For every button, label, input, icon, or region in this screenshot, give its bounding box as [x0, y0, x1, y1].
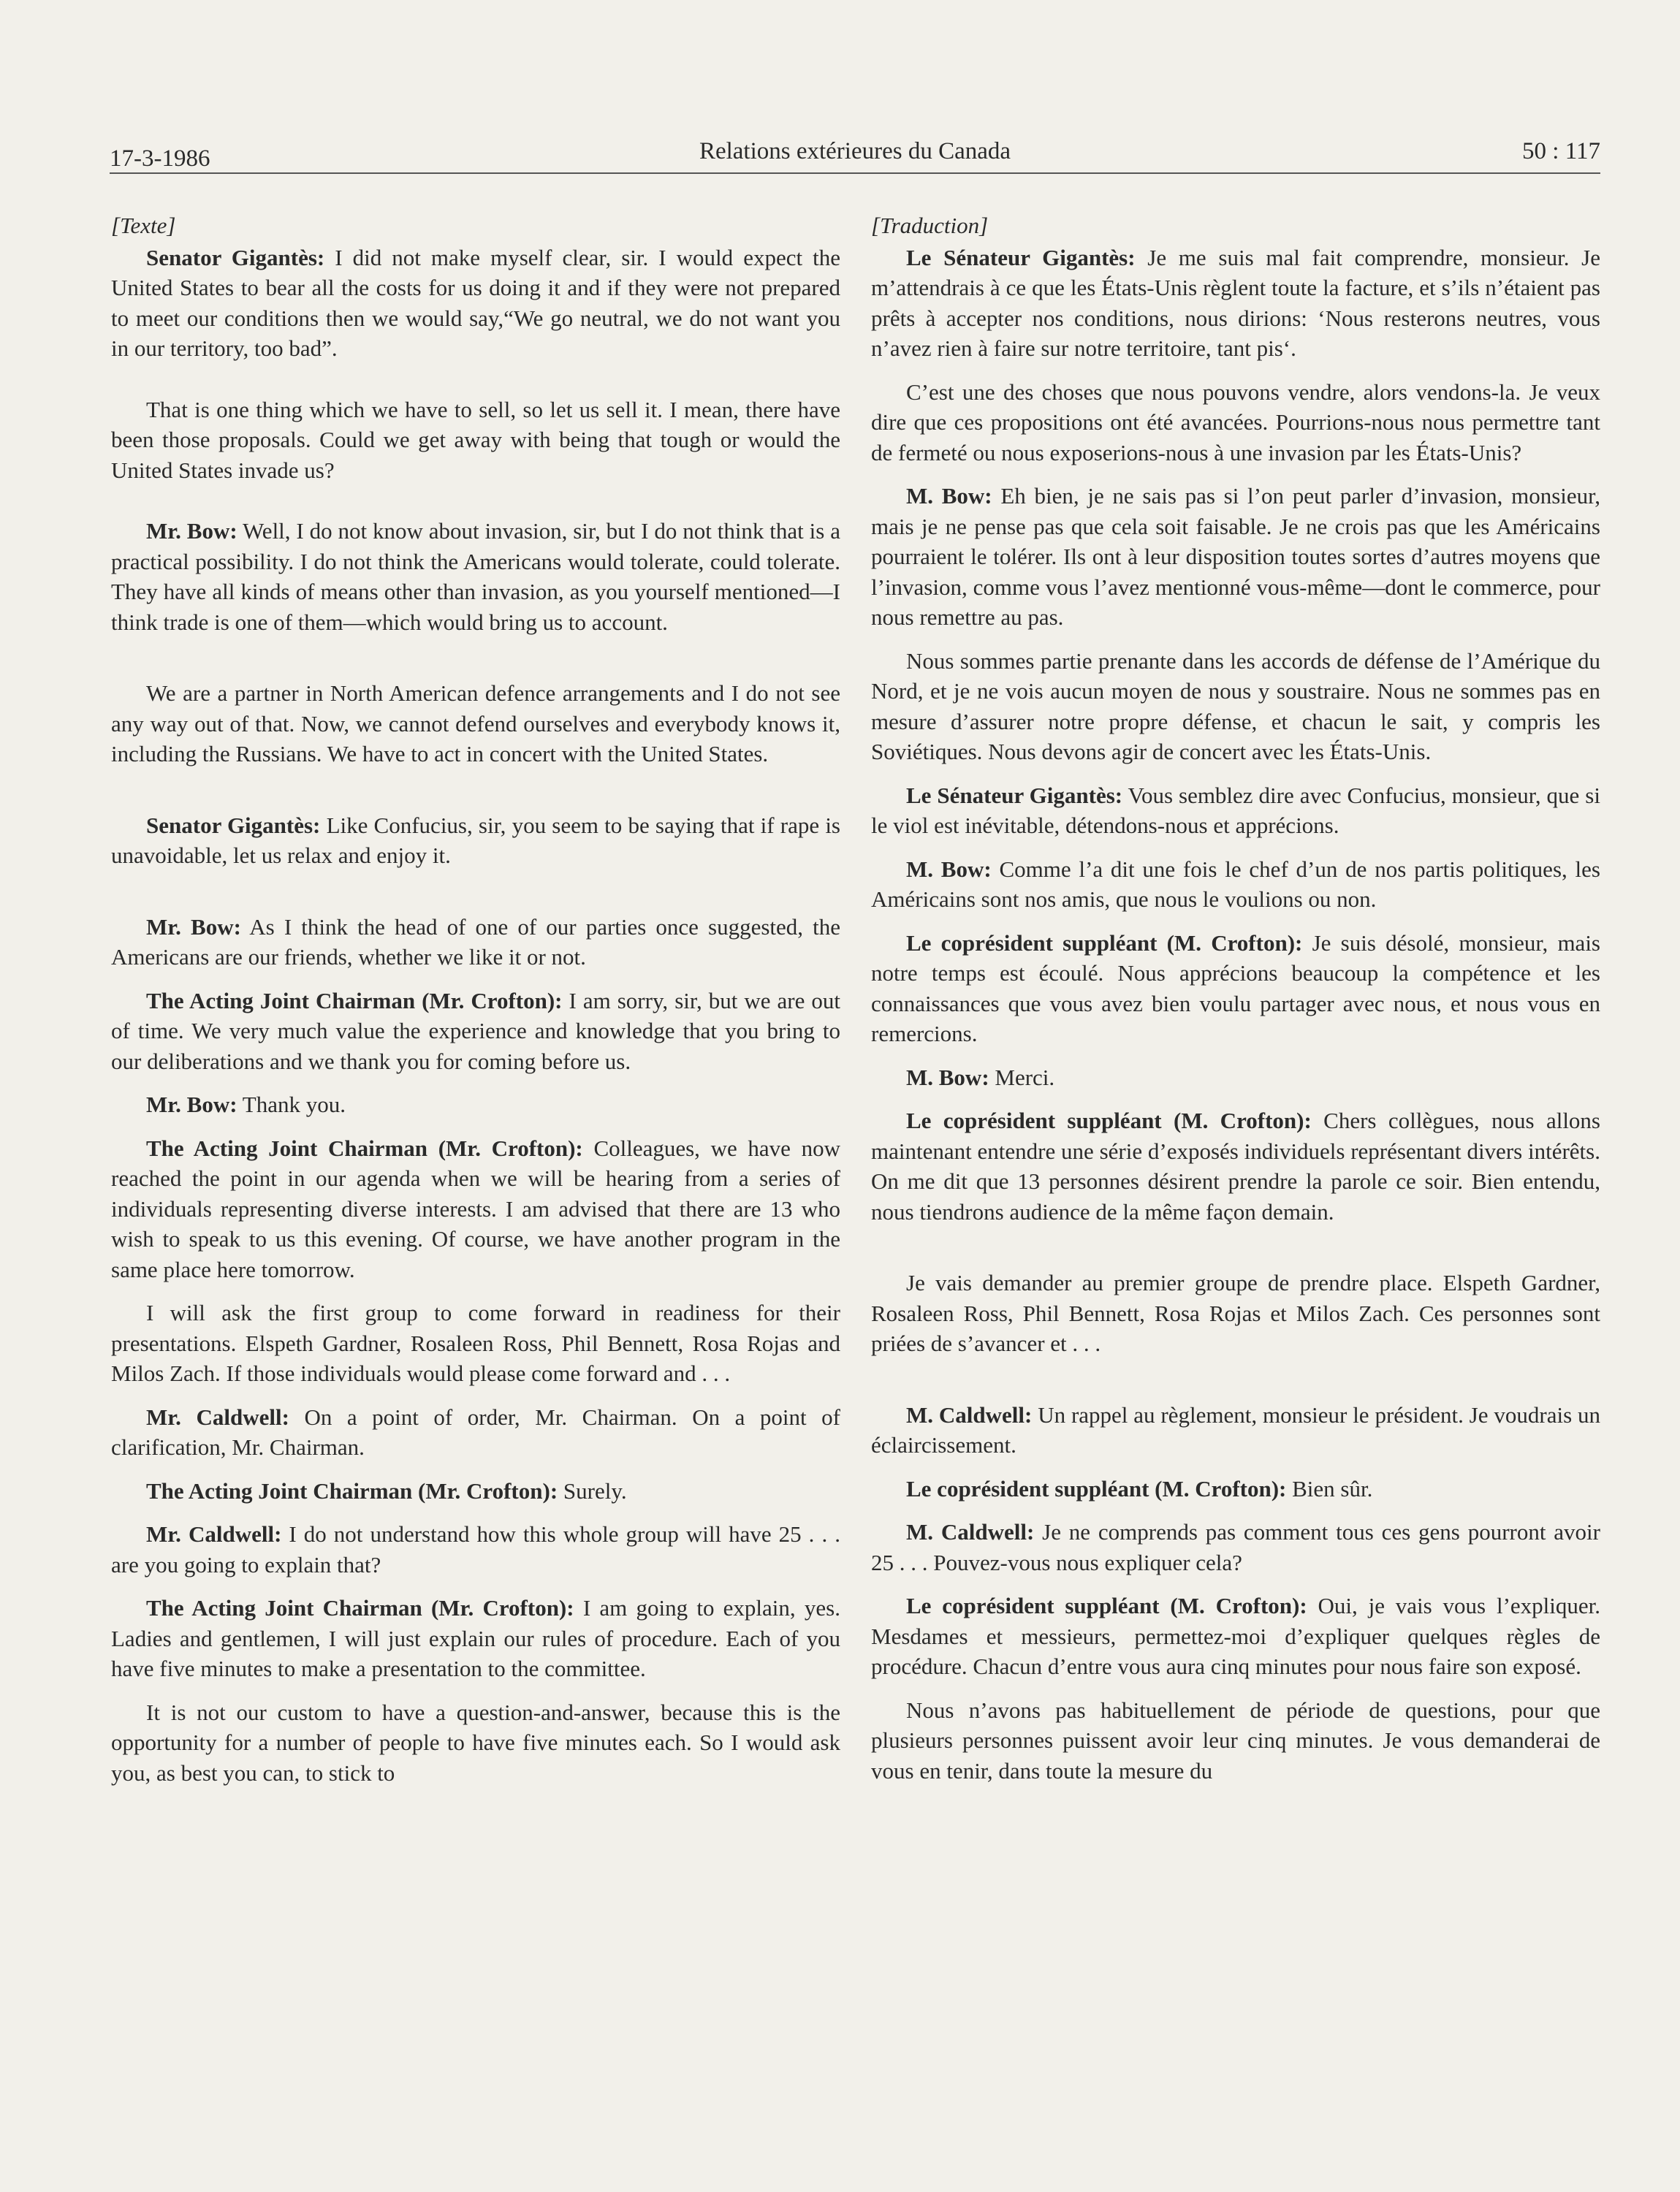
- speaker-name: Mr. Caldwell:: [146, 1404, 289, 1430]
- paragraph: [871, 1591, 1600, 1682]
- paragraph-text: Bien sûr.: [1286, 1475, 1373, 1502]
- paragraph: [111, 243, 840, 364]
- header-page-number: 50 : 117: [1522, 138, 1600, 164]
- paragraph-text: On a point of order, Mr. Chairman. On a point of clarification, Mr. Chairman.: [111, 1404, 841, 1460]
- paragraph-text: Chers collègues, nous allons maintenant entendre une série d’exposés individuels représentant divers intérêts. On me dit que 13 personnes désirent prendre la parole ce soir. Bien entendu, nous tiendrons audience de la même façon demain.: [871, 1108, 1600, 1225]
- header-rule: [110, 172, 1600, 174]
- speaker-name: Mr. Bow:: [146, 1092, 237, 1117]
- paragraph: [871, 243, 1600, 364]
- paragraph: [871, 1474, 1600, 1504]
- paragraph-text: Comme l’a dit une fois le chef d’un de nos partis politiques, les Américains sont nos amis, que nous le voulions ou non.: [871, 856, 1600, 912]
- paragraph: [111, 810, 840, 871]
- paragraph-text: Oui, je vais vous l’expliquer. Mesdames et messieurs, permettez-moi d’expliquer quelques règles de procédure. Chacun d’entre vous aura cinq minutes pour nous faire son exposé.: [871, 1593, 1600, 1679]
- paragraph: [111, 678, 840, 769]
- paragraph-text: C’est une des choses que nous pouvons vendre, alors vendons-la. Je veux dire que ces propositions ont été avancées. Pourrions-nous nous permettre tant de fermeté ou nous exposerions-nous à une invasion par les États-Unis?: [871, 378, 1600, 465]
- speaker-name: Le coprésident suppléant (M. Crofton):: [906, 929, 1303, 956]
- paragraph-text: Like Confucius, sir, you seem to be saying that if rape is unavoidable, let us relax and enjoy it.: [111, 812, 840, 868]
- paragraph: [111, 1519, 840, 1580]
- speaker-name: Le Sénateur Gigantès:: [906, 244, 1136, 270]
- paragraph-text: Je me suis mal fait comprendre, monsieur. Je m’attendrais à ce que les États-Unis règlent toute la facture, et s’ils n’étaient pas prêts à accepter nos conditions, nous dirions: ‘Nous resterons neutres, vous n’avez rien à faire sur notre territoire, tant pis‘.: [871, 244, 1600, 361]
- paragraph: [871, 854, 1600, 915]
- paragraph: [871, 646, 1600, 767]
- english-column: [111, 210, 840, 1801]
- speaker-name: M. Bow:: [906, 856, 992, 882]
- paragraph: [871, 1695, 1600, 1786]
- paragraph-text: Nous n’avons pas habituellement de période de questions, pour que plusieurs personnes puissent avoir leur cinq minutes. Je vous demanderai de vous en tenir, dans toute la mesure du: [871, 1697, 1600, 1784]
- paragraph-text: Colleagues, we have now reached the point in our agenda when we will be hearing from a series of individuals representing diverse interests. I am advised that there are 13 who wish to speak to us this evening. Of course, we have another program in the same place here tomorrow.: [111, 1135, 840, 1282]
- paragraph-text: As I think the head of one of our parties once suggested, the Americans are our friends, whether we like it or not.: [111, 913, 840, 970]
- paragraph: [871, 481, 1600, 633]
- paragraph-text: Surely.: [558, 1477, 627, 1504]
- paragraph-text: Nous sommes partie prenante dans les accords de défense de l’Amérique du Nord, et je ne vois aucun moyen de nous y soustraire. Nous ne sommes pas en mesure d’assurer notre propre défense, et chacun le sait, y compris les Soviétiques. Nous devons agir de concert avec les États-Unis.: [871, 647, 1600, 764]
- french-column: [871, 210, 1600, 1799]
- paragraph-text: Je suis désolé, monsieur, mais notre temps est écoulé. Nous apprécions beaucoup la compétence et les connaissances que vous avez bien voulu partager avec nous, et nous vous en remercions.: [871, 929, 1600, 1046]
- paragraph-text: I am going to explain, yes. Ladies and gentlemen, I will just explain our rules of procedure. Each of you have five minutes to make a presentation to the committee.: [111, 1595, 840, 1681]
- paragraph: [111, 1593, 840, 1684]
- paragraph-text: I do not understand how this whole group will have 25 . . . are you going to explain that?: [111, 1521, 840, 1578]
- paragraph: [111, 516, 840, 637]
- paragraph: [871, 1517, 1600, 1578]
- speaker-name: The Acting Joint Chairman (Mr. Crofton):: [146, 1477, 558, 1504]
- speaker-name: Le coprésident suppléant (M. Crofton):: [906, 1593, 1307, 1618]
- paragraph: [111, 1133, 840, 1285]
- paragraph-text: I did not make myself clear, sir. I would expect the United States to bear all the costs for us doing it and if they were not prepared to meet our conditions then we would say,“We go neutral, we do not want you in our territory, too bad”.: [111, 244, 840, 361]
- speaker-name: Mr. Bow:: [146, 518, 237, 544]
- paragraph: [111, 1089, 840, 1120]
- speaker-name: The Acting Joint Chairman (Mr. Crofton):: [146, 1595, 574, 1621]
- paragraph-text: It is not our custom to have a question-and-answer, because this is the opportunity for a number of people to have five minutes each. So I would ask you, as best you can, to stick to: [111, 1699, 840, 1786]
- speaker-name: The Acting Joint Chairman (Mr. Crofton):: [146, 987, 563, 1013]
- paragraph: [111, 986, 840, 1077]
- paragraph: [871, 1062, 1600, 1093]
- speaker-name: M. Bow:: [906, 483, 992, 509]
- paragraph: [871, 1268, 1600, 1359]
- paragraph: [111, 1476, 840, 1507]
- page-header: [110, 133, 1600, 175]
- column-tag: [Traduction]: [871, 213, 989, 238]
- paragraph: [111, 1697, 840, 1789]
- paragraph-text: We are a partner in North American defence arrangements and I do not see any way out of that. Now, we cannot defend ourselves and everybody knows it, including the Russians. We have to act in concert with the United States.: [111, 680, 840, 766]
- paragraph: [871, 377, 1600, 468]
- paragraph: [111, 395, 840, 486]
- speaker-name: Le coprésident suppléant (M. Crofton):: [906, 1108, 1312, 1133]
- paragraph-text: Je ne comprends pas comment tous ces gens pourront avoir 25 . . . Pouvez-vous nous expliquer cela?: [871, 1519, 1600, 1575]
- header-title: Relations extérieures du Canada: [699, 138, 1011, 164]
- speaker-name: Le Sénateur Gigantès:: [906, 782, 1123, 808]
- paragraph: [111, 1402, 840, 1463]
- paragraph-text: I am sorry, sir, but we are out of time. We very much value the experience and knowledge that you bring to our deliberations and we thank you for coming before us.: [111, 987, 840, 1074]
- speaker-name: M. Bow:: [906, 1064, 989, 1090]
- speaker-name: Senator Gigantès:: [146, 244, 325, 270]
- speaker-name: The Acting Joint Chairman (Mr. Crofton):: [146, 1135, 583, 1161]
- paragraph-text: That is one thing which we have to sell, so let us sell it. I mean, there have been those proposals. Could we get away with being that tough or would the United States invade us?: [111, 396, 840, 483]
- paragraph: [871, 1400, 1600, 1461]
- paragraph-text: Well, I do not know about invasion, sir, but I do not think that is a practical possibility. I do not think the Americans would tolerate, could tolerate. They have all kinds of means other than invasion, as you yourself mentioned—I think trade is one of them—which would bring us to account.: [111, 518, 841, 635]
- speaker-name: M. Caldwell:: [906, 1401, 1033, 1428]
- column-tag: [Texte]: [111, 213, 176, 238]
- paragraph-text: Un rappel au règlement, monsieur le président. Je voudrais un éclaircissement.: [871, 1401, 1601, 1458]
- paragraph-text: Je vais demander au premier groupe de prendre place. Elspeth Gardner, Rosaleen Ross, Phil Bennett, Rosa Rojas et Milos Zach. Ces personnes sont priées de s’avancer et . . .: [871, 1270, 1600, 1356]
- paragraph-text: Thank you.: [237, 1092, 346, 1117]
- paragraph: [111, 912, 840, 973]
- speaker-name: Mr. Caldwell:: [146, 1521, 282, 1547]
- paragraph-text: Vous semblez dire avec Confucius, monsieur, que si le viol est inévitable, détendons-nous et apprécions.: [871, 782, 1600, 838]
- paragraph: [871, 928, 1600, 1049]
- paragraph: [871, 780, 1600, 841]
- speaker-name: Mr. Bow:: [146, 913, 241, 940]
- speaker-name: Senator Gigantès:: [146, 812, 321, 838]
- paragraph-text: Eh bien, je ne sais pas si l’on peut parler d’invasion, monsieur, mais je ne pense pas que cela soit faisable. Je ne crois pas que les Américains pourraient le tolérer. Ils ont à leur disposition toutes sortes d’autres moyens que l’invasion, comme vous l’avez mentionné vous-même—dont le commerce, pour nous remettre au pas.: [871, 483, 1600, 630]
- paragraph: [871, 1105, 1600, 1227]
- paragraph: [111, 1298, 840, 1389]
- paragraph-text: Merci.: [989, 1064, 1055, 1090]
- speaker-name: M. Caldwell:: [906, 1519, 1035, 1545]
- header-date: 17-3-1986: [110, 145, 210, 172]
- paragraph-text: I will ask the first group to come forward in readiness for their presentations. Elspeth Gardner, Rosaleen Ross, Phil Bennett, Rosa Rojas and Milos Zach. If those individuals would please come forward and . . .: [111, 1300, 840, 1386]
- speaker-name: Le coprésident suppléant (M. Crofton):: [906, 1475, 1287, 1502]
